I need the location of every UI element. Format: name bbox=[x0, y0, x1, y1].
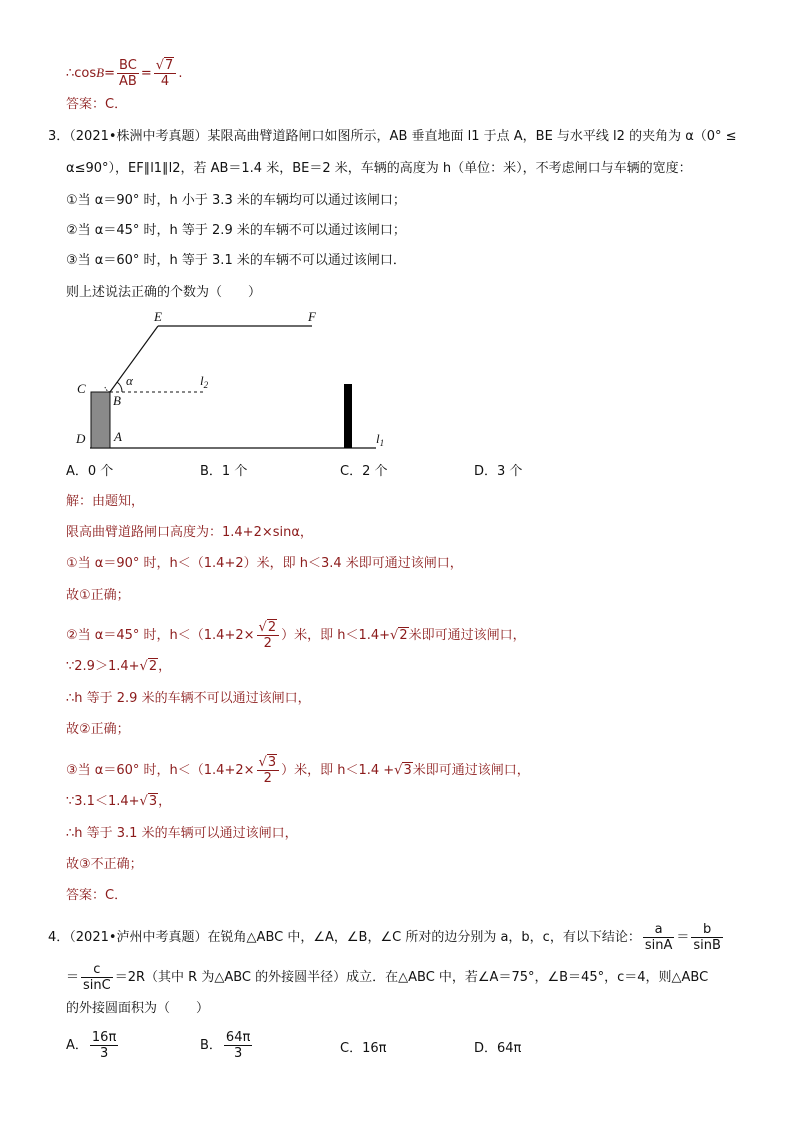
q4-stem-line2: ＝ $\frac{c}{\sin C}$ ＝2R（其中 R 为△ABC 的外接圆半径）成立．在△ABC 中，若∠A＝75°，∠B＝45°，c＝4，则△ABC bbox=[66, 962, 709, 993]
q3-solution-8: 故②正确； bbox=[66, 722, 130, 737]
q3-answer: 答案：C． bbox=[66, 888, 128, 903]
q3-option-c[interactable]: C．2 个 bbox=[340, 464, 388, 479]
label-a: A bbox=[114, 429, 122, 444]
cos-b-result: ∴cosB= $\frac{BC}{AB}$ = $\frac{√7}{4}$ . bbox=[66, 58, 183, 89]
fraction-sqrt7-4: $\frac{√7}{4}$ bbox=[154, 58, 177, 89]
q3-solution-1: 解：由题知， bbox=[66, 494, 145, 509]
q3-solution-4: 故①正确； bbox=[66, 588, 130, 603]
label-f: F bbox=[308, 309, 316, 324]
q3-stem-line1: 3．（2021•株洲中考真题）某限高曲臂道路闸口如图所示，AB 垂直地面 l1 于点 A，BE 与水平线 l2 的夹角为 α（0° ≤ bbox=[48, 129, 737, 144]
vehicle-bar bbox=[344, 384, 352, 448]
q3-solution-5: ②当 α＝45° 时，h＜（1.4+2× $\frac{√2}{2}$ ）米，即 h＜1.4+√2米即可通过该闸口， bbox=[66, 620, 526, 651]
q3-solution-12: 故③不正确； bbox=[66, 857, 143, 872]
b-arc bbox=[105, 387, 110, 392]
fraction-c-sinc: $\frac{c}{\sin C}$ bbox=[83, 962, 111, 993]
label-d: D bbox=[76, 431, 86, 446]
q3-solution-6: ∵2.9＞1.4+√2， bbox=[66, 659, 172, 674]
q3-solution-7: ∴h 等于 2.9 米的车辆不可以通过该闸口， bbox=[66, 691, 311, 706]
fraction-sqrt2-2: $\frac{√2}{2}$ bbox=[257, 620, 280, 651]
q3-solution-10: ∵3.1＜1.4+√3， bbox=[66, 794, 172, 809]
q4-stem-line3: 的外接圆面积为（ ） bbox=[66, 1001, 210, 1016]
fraction-b-sinb: $\frac{b}{\sin B}$ bbox=[693, 922, 721, 953]
q3-solution-11: ∴h 等于 3.1 米的车辆可以通过该闸口， bbox=[66, 826, 298, 841]
q4-option-d[interactable]: D．64π bbox=[474, 1041, 522, 1056]
label-l1: $l_1$ bbox=[376, 431, 385, 448]
fraction-a-sina: $\frac{a}{\sin A}$ bbox=[644, 922, 673, 953]
gate-post bbox=[91, 392, 110, 448]
label-e: E bbox=[154, 309, 162, 324]
therefore-text: ∴cos bbox=[66, 66, 97, 81]
q3-source: （2021•株洲中考真题） bbox=[69, 129, 208, 144]
q3-solution-3: ①当 α＝90° 时，h＜（1.4+2）米，即 h＜3.4 米即可通过该闸口， bbox=[66, 556, 463, 571]
q3-option-b[interactable]: B．1 个 bbox=[200, 464, 248, 479]
fraction-bc-ab: $\frac{BC}{AB}$ bbox=[119, 58, 137, 89]
label-b: B bbox=[113, 393, 121, 408]
q3-statement-2: ②当 α＝45° 时，h 等于 2.9 米的车辆不可以通过该闸口； bbox=[66, 223, 406, 238]
q4-source: （2021•泸州中考真题） bbox=[69, 930, 208, 945]
angle-b: B bbox=[96, 65, 105, 80]
q3-option-a[interactable]: A．0 个 bbox=[66, 464, 114, 479]
q4-stem-line1: 4．（2021•泸州中考真题）在锐角△ABC 中，∠A，∠B，∠C 所对的边分别为 a，b，c，有以下结论： $\frac{a}{\sin A}$ ＝ $\frac{b}{\sin B}$ bbox=[48, 922, 721, 953]
q4-option-c[interactable]: C．16π bbox=[340, 1041, 387, 1056]
q3-statement-1: ①当 α＝90° 时，h 小于 3.3 米的车辆均可以通过该闸口； bbox=[66, 193, 406, 208]
label-c: C bbox=[77, 381, 86, 396]
label-l2: $l_2$ bbox=[200, 373, 209, 390]
q3-solution-9: ③当 α＝60° 时，h＜（1.4+2× $\frac{√3}{2}$ ）米，即 h＜1.4 +√3米即可通过该闸口， bbox=[66, 755, 530, 786]
fraction-sqrt3-2: $\frac{√3}{2}$ bbox=[257, 755, 280, 786]
label-alpha: α bbox=[126, 373, 133, 388]
q3-solution-2: 限高曲臂道路闸口高度为：1.4+2×sinα， bbox=[66, 525, 313, 540]
q3-statement-3: ③当 α＝60° 时，h 等于 3.1 米的车辆不可以通过该闸口． bbox=[66, 253, 406, 268]
q4-option-b[interactable]: B． $\frac{64\pi}{3}$ bbox=[200, 1030, 251, 1061]
answer-prev: 答案：C． bbox=[66, 97, 128, 112]
q3-question: 则上述说法正确的个数为（ ） bbox=[66, 285, 262, 300]
gate-figure bbox=[60, 305, 400, 455]
q3-stem-line2: α≤90°），EF∥l1∥l2，若 AB＝1.4 米，BE＝2 米，车辆的高度为 h（单位：米），不考虑闸口与车辆的宽度： bbox=[66, 161, 692, 176]
q4-option-a[interactable]: A． $\frac{16\pi}{3}$ bbox=[66, 1030, 117, 1061]
q3-option-d[interactable]: D．3 个 bbox=[474, 464, 523, 479]
alpha-arc bbox=[117, 382, 122, 392]
